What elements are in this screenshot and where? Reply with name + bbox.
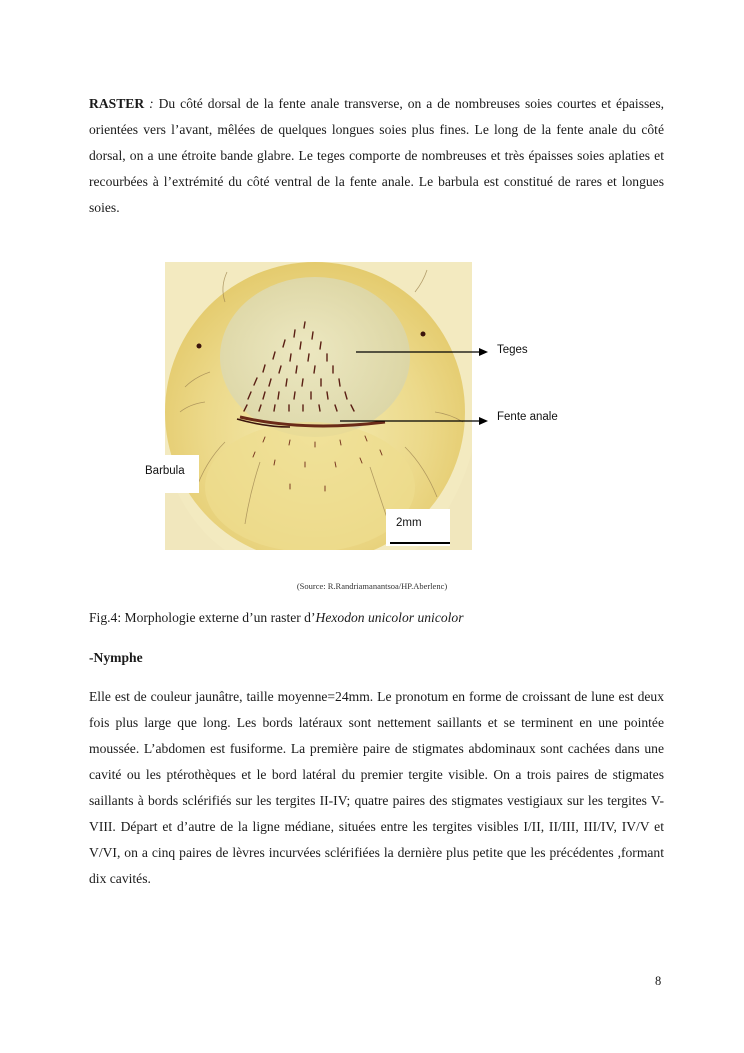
barbula-label: Barbula [145, 465, 185, 477]
caption-prefix: Fig.4: Morphologie externe d’un raster d’ [89, 610, 316, 625]
caption-species: Hexodon unicolor unicolor [315, 610, 464, 625]
raster-photo [165, 262, 472, 550]
scale-box [386, 509, 450, 546]
figure-source: (Source: R.Randriamanantsoa/HP.Aberlenc) [296, 581, 448, 591]
scale-label: 2mm [396, 517, 422, 529]
fente-anale-label: Fente anale [497, 411, 558, 423]
raster-separator: : [144, 96, 159, 111]
raster-text: Du côté dorsal de la fente anale transverse, on a de nombreuses soies courtes et épaisses, orientées vers l’avant, mêlées de quelques longues soies plus fines. Le long de la fente anale du côté dorsal, on a une étroite bande glabre. Le teges comporte de nombreuses et très épaisses soies aplaties et recourbées à l’extrémité du côté ventral de la fente anale. Le barbula est constitué de rares et longues soies. [89, 96, 665, 215]
scale-bar [390, 542, 450, 544]
figure-caption [89, 610, 464, 626]
nymphe-heading: -Nymphe [89, 650, 143, 665]
teges-arrowhead [479, 348, 488, 356]
raster-photo-svg [165, 262, 472, 550]
raster-paragraph [89, 91, 664, 221]
raster-title: RASTER [89, 96, 145, 111]
fente-anale-arrowhead [479, 417, 488, 425]
nymphe-paragraph: Elle est de couleur jaunâtre, taille moyenne=24mm. Le pronotum en forme de croissant de lune est deux fois plus large que long. Les bords latéraux sont nettement saillants et se terminent en une pointée moussée. L’abdomen est fusiforme. La première paire de stigmates abdominaux sont cachées dans une cavité ou les ptérothèques et le bord latéral du premier tergite visible. On a trois paires de stigmates saillants à bords sclérifiés sur les tergites II-IV; quatre paires des stigmates vestigiaux sur les tergites V-VIII. Départ et d’autre de la ligne médiane, situées entre les tergites visibles I/II, II/III, III/IV, IV/V et V/VI, on a cinq paires de lèvres incurvées sclérifiées la dernière plus petite que les précédentes ,formant dix cavités. [89, 689, 664, 886]
barbula-label-box [137, 455, 199, 493]
page-number: 8 [655, 974, 662, 988]
teges-label: Teges [497, 344, 528, 356]
